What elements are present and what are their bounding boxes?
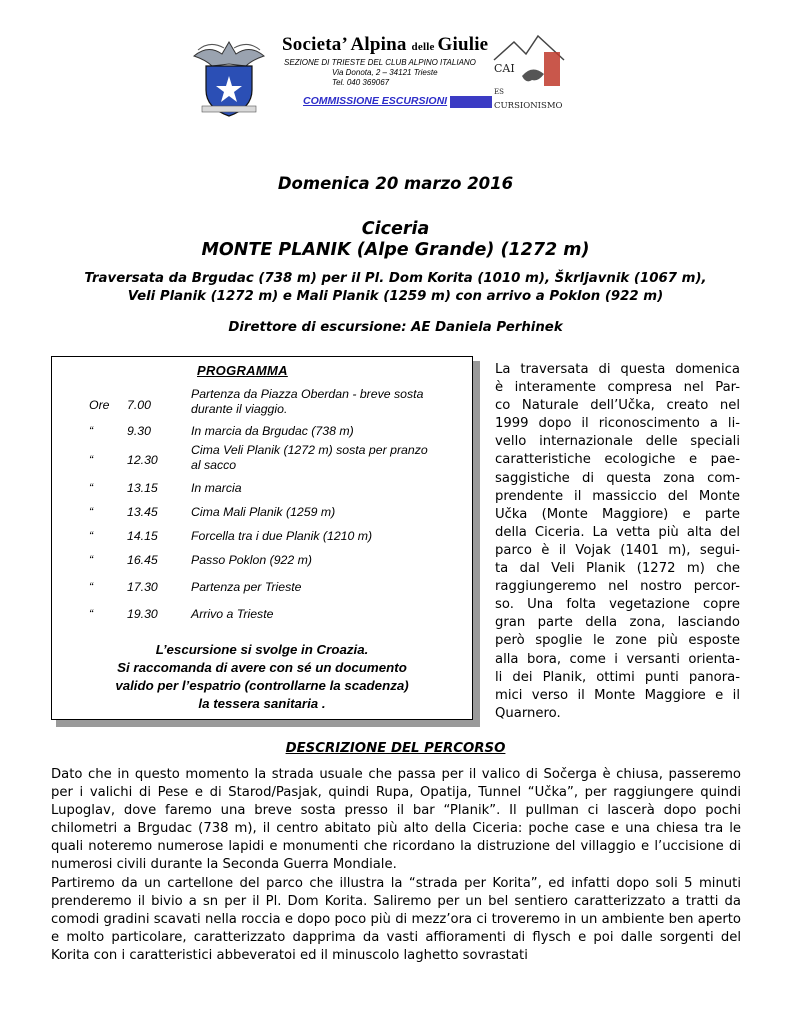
area-title: Ciceria — [361, 219, 430, 239]
traverse-line: Veli Planik (1272 m) e Mali Planik (1259 m) con arrivo a Poklon (922 m) — [127, 289, 664, 304]
intro-line: caratteristiche ecologiche e pae- — [495, 452, 740, 468]
intro-line: vello internazionale delle speciali — [495, 434, 740, 450]
description-paragraph: Partiremo da un cartellone del parco che illustra la “strada per Korita”, ed infatti dopo soli 5 minuti prenderemo il bivio a sn per il Pl. Dom Korita. Saliremo per un bel sentiero caratterizzato a tratti da comodi gradini scavati nella roccia e dopo poco più di mezz’ora ci troveremo in un ambiente ben aperto e molto particolare, caratterizzato dapprima da vasti affioramenti di flysch e poi dalle sorgenti del Korita con i caratteristici abbeveratoi ed il minuscolo laghetto sovrastati — [51, 875, 741, 963]
program-row-time: 16.45 — [127, 553, 158, 567]
svg-text:CURSIONISMO: CURSIONISMO — [494, 101, 563, 111]
program-row-desc: In marcia da Brgudac (738 m) — [191, 424, 354, 438]
traverse-summary — [30, 270, 761, 306]
svg-text:CAI: CAI — [494, 62, 515, 75]
program-row-time: 7.00 — [127, 398, 151, 412]
description-body — [51, 766, 741, 965]
event-date: Domenica 20 marzo 2016 — [277, 174, 514, 193]
program-note-line: Si raccomanda di avere con sé un documento — [117, 660, 407, 675]
program-note-line: valido per l’espatrio (controllarne la scadenza) — [115, 678, 409, 693]
intro-paragraph — [495, 361, 740, 723]
program-row-prefix: “ — [89, 453, 94, 467]
program-row-time: 13.15 — [127, 481, 158, 495]
program-row-prefix: “ — [89, 505, 94, 519]
intro-line: 1999 dopo il riconoscimento a li- — [495, 416, 740, 432]
program-row-desc: Partenza per Trieste — [191, 580, 302, 594]
traverse-line: Traversata da Brgudac (738 m) per il Pl. Dom Korita (1010 m), Škrljavnik (1067 m), — [84, 271, 707, 286]
description-paragraph: Dato che in questo momento la strada usuale che passa per il valico di Sočerga è chiusa, passeremo per i valichi di Pese e di Starod/Pasjak, quindi Rupa, Opatija, Tunnel “Učka”, per raggiungere quindi Lupoglav, dove faremo una breve sosta presso il bar “Planik”. Il pullman ci lascerà dopo pochi chilometri a Brgudac (738 m), il centro abitato più alto della Ciceria: poche case e una chiesa tra le quali noteremo numerose lapidi e monumenti che ricordano la distruzione del villaggio e l’uccisione di numerosi civili durante la Seconda Guerra Mondiale. — [51, 767, 741, 873]
program-row-time: 17.30 — [127, 580, 158, 594]
intro-line: gran parte della zona, lasciando — [495, 615, 740, 631]
intro-line: è interamente compresa nel Par- — [495, 380, 740, 396]
program-row-time: 14.15 — [127, 529, 158, 543]
program-row-time: 19.30 — [127, 607, 158, 621]
program-row-desc: Passo Poklon (922 m) — [191, 553, 312, 567]
program-row-time: 13.45 — [127, 505, 158, 519]
cai-logo-left — [188, 36, 270, 118]
description-title: DESCRIZIONE DEL PERCORSO — [285, 741, 506, 756]
intro-line: Učka (Monte Maggiore) e parte — [495, 506, 740, 522]
org-subtitle — [284, 58, 476, 88]
intro-line: co Naturale dell’Učka, creato nel — [495, 398, 740, 414]
intro-line: li dei Planik, ottimi punti panora- — [495, 669, 740, 685]
intro-line: prendente il massiccio del Monte — [495, 488, 740, 504]
commission-bar — [450, 96, 492, 108]
program-row-desc: In marcia — [191, 481, 242, 495]
program-row-desc: Arrivo a Trieste — [191, 607, 274, 621]
program-note-line: la tessera sanitaria . — [198, 696, 326, 711]
intro-line: alla bora, come i versanti orienta- — [495, 651, 740, 667]
intro-line: raggiungeremo nel nostro percor- — [495, 579, 740, 595]
program-row-desc: Partenza da Piazza Oberdan - breve sosta durante il viaggio. — [191, 387, 424, 416]
program-row-prefix: “ — [89, 580, 94, 594]
program-note — [72, 641, 452, 713]
intro-line: saggistiche di questa zona com- — [495, 470, 740, 486]
program-row-time: 9.30 — [127, 424, 151, 438]
escursionismo-logo — [492, 30, 566, 112]
program-row-desc: Cima Mali Planik (1259 m) — [191, 505, 336, 519]
program-row-prefix: Ore — [89, 398, 110, 412]
intro-line: ta dal Veli Planik (1272 m) che — [495, 561, 740, 577]
program-box — [51, 356, 473, 720]
intro-line: so. Una folta vegetazione copre — [495, 597, 740, 613]
program-row-prefix: “ — [89, 424, 94, 438]
intro-line: Quarnero. — [495, 705, 561, 721]
org-address: Via Donota, 2 – 34121 Trieste — [332, 68, 438, 77]
main-title: MONTE PLANIK (Alpe Grande) (1272 m) — [201, 240, 590, 260]
org-phone: Tel. 040 369067 — [332, 78, 390, 87]
program-title: PROGRAMMA — [197, 363, 288, 378]
program-row-prefix: “ — [89, 607, 94, 621]
svg-text:ES: ES — [494, 88, 504, 96]
intro-line: mici verso il Monte Maggiore e il — [495, 687, 740, 703]
program-row-prefix: “ — [89, 529, 94, 543]
program-row-time: 12.30 — [127, 453, 158, 467]
org-name: Societa’ Alpina delle Giulie — [282, 34, 489, 55]
program-row-prefix: “ — [89, 553, 94, 567]
commission-label: COMMISSIONE ESCURSIONI — [303, 95, 448, 107]
program-row-prefix: “ — [89, 481, 94, 495]
intro-line: però spoglie le zone più esposte — [495, 633, 740, 649]
org-section: SEZIONE DI TRIESTE DEL CLUB ALPINO ITALIANO — [284, 58, 476, 67]
intro-line: della Ciceria. La vetta più alta del — [495, 524, 740, 540]
program-row-desc: Forcella tra i due Planik (1210 m) — [191, 529, 373, 543]
director-line: Direttore di escursione: AE Daniela Perhinek — [228, 320, 563, 335]
program-note-line: L’escursione si svolge in Croazia. — [155, 642, 369, 657]
intro-line: La traversata di questa domenica — [495, 362, 740, 377]
program-row-desc: Cima Veli Planik (1272 m) sosta per pranzo al sacco — [191, 443, 428, 472]
intro-line: parco è il Vojak (1401 m), segui- — [495, 542, 740, 558]
